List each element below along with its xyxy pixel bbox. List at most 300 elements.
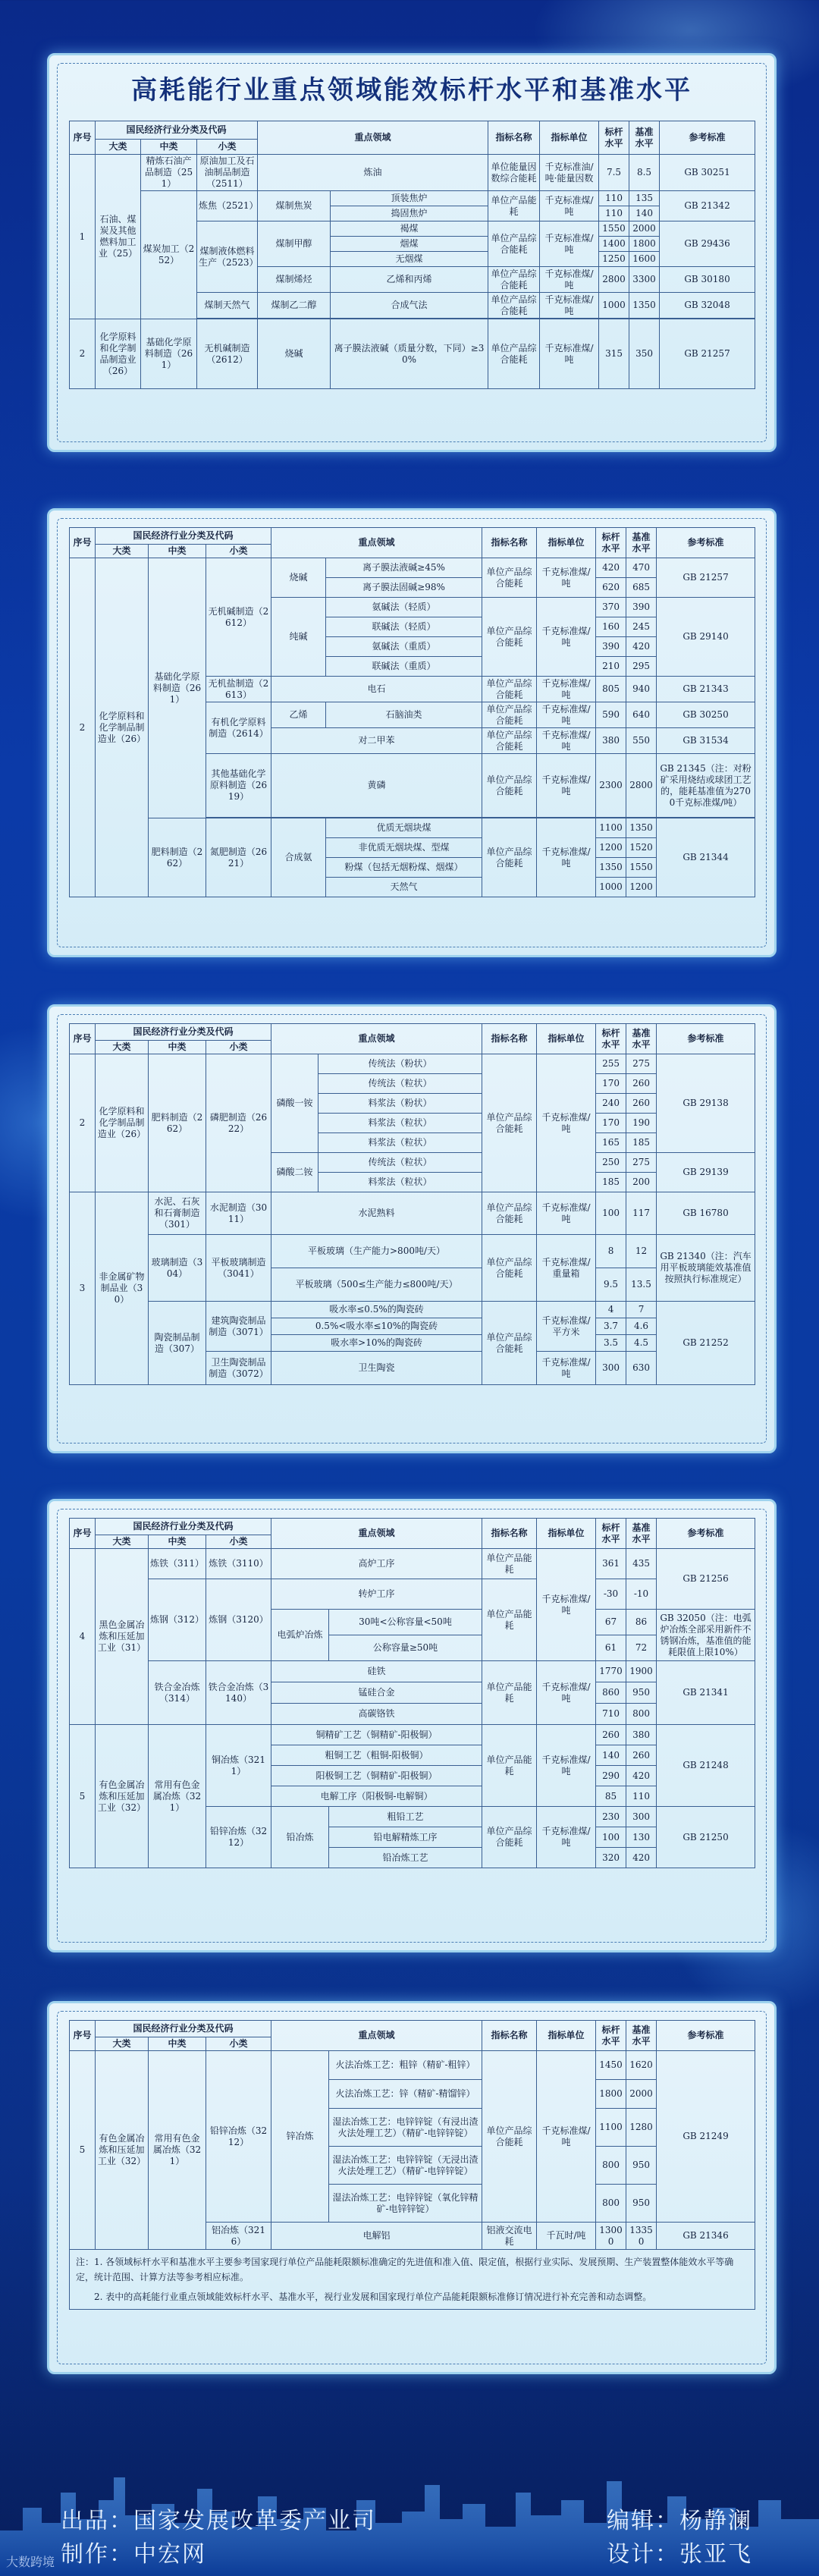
cell-benchmark: 165 <box>596 1133 626 1153</box>
cell-base: 435 <box>626 1549 657 1579</box>
cell-detail: 湿法冶炼工艺：电锌锌锭（有浸出渣火法处理工艺）（精矿-电锌锌锭） <box>329 2109 482 2147</box>
cell-unit: 千克标准煤/吨 <box>540 319 599 389</box>
header-unit: 指标单位 <box>537 2021 596 2051</box>
header-benchmark: 标杆水平 <box>599 121 629 155</box>
cell-indicator: 单位产品综合能耗 <box>482 2051 537 2223</box>
cell-seq: 3 <box>70 1192 96 1385</box>
editor-value: 杨静澜 <box>679 2508 752 2534</box>
table-panel-3 <box>47 1004 777 1453</box>
cell-base: 140 <box>629 206 660 221</box>
cell-benchmark: 170 <box>596 1074 626 1094</box>
cell-field: 高碳铬铁 <box>271 1704 482 1725</box>
header-indicator: 指标名称 <box>482 1519 537 1549</box>
cell-unit: 千克标准煤/吨 <box>537 754 596 818</box>
table-panel-5 <box>47 2001 777 2374</box>
cell-benchmark: 210 <box>596 657 626 677</box>
header-minor: 小类 <box>206 545 271 558</box>
cell-unit: 千克标准煤/吨 <box>537 1352 596 1385</box>
cell-minor: 建筑陶瓷制品制造（3071） <box>206 1302 271 1352</box>
energy-table-3 <box>69 1023 755 1385</box>
cell-base: 2000 <box>629 221 660 237</box>
cell-base: 300 <box>626 1807 657 1827</box>
cell-standard: GB 21343 <box>657 677 755 702</box>
cell-benchmark: 2300 <box>596 754 626 818</box>
cell-seq: 5 <box>70 2051 96 2250</box>
producer-value: 中宏网 <box>133 2541 206 2568</box>
cell-benchmark: 1000 <box>596 878 626 897</box>
cell-benchmark: 320 <box>596 1848 626 1868</box>
cell-standard: GB 32050（注：电弧炉冶炼全部采用新件不锈钢冶炼，基准值的能耗限值上限10%） <box>657 1610 755 1661</box>
cell-minor: 氮肥制造（2621） <box>206 818 271 897</box>
cell-minor: 铜冶炼（3211） <box>206 1725 271 1807</box>
header-major: 大类 <box>96 545 149 558</box>
cell-base: 1200 <box>626 878 657 897</box>
header-standard: 参考标准 <box>657 1519 755 1549</box>
cell-indicator: 单位产品综合能耗 <box>482 598 537 677</box>
header-minor: 小类 <box>206 2037 271 2051</box>
cell-standard: GB 21345（注：对粉矿采用烧结或球团工艺的，能耗基准值为2700千克标准煤/吨） <box>657 754 755 818</box>
cell-base: 950 <box>626 1682 657 1704</box>
cell-subfield: 煤制甲醇 <box>258 221 331 267</box>
header-major: 大类 <box>96 1041 149 1054</box>
cell-detail: 优质无烟块煤 <box>326 818 482 838</box>
cell-benchmark: 300 <box>596 1352 626 1385</box>
cell-standard: GB 30251 <box>660 155 755 191</box>
cell-minor: 有机化学原料制造（2614） <box>206 702 271 754</box>
cell-base: 1280 <box>626 2109 657 2147</box>
cell-standard: GB 29138 <box>657 1054 755 1153</box>
cell-minor: 卫生陶瓷制品制造（3072） <box>206 1352 271 1385</box>
cell-detail: 无烟煤 <box>331 252 488 267</box>
cell-standard: GB 21340（注：汽车用平板玻璃能效基准值按照执行标准规定） <box>657 1235 755 1302</box>
cell-detail: 联碱法（轻质） <box>326 617 482 637</box>
cell-unit: 千克标准煤/重量箱 <box>537 1235 596 1302</box>
energy-table-4 <box>69 1518 755 1868</box>
header-medium: 中类 <box>149 1535 206 1549</box>
cell-benchmark: 100 <box>596 1827 626 1848</box>
cell-benchmark: 800 <box>596 2185 626 2223</box>
cell-detail: 联碱法（重质） <box>326 657 482 677</box>
cell-minor: 无机盐制造（2613） <box>206 677 271 702</box>
cell-benchmark: 67 <box>596 1610 626 1635</box>
cell-detail: 公称容量≥50吨 <box>329 1635 482 1661</box>
cell-base: 260 <box>626 1074 657 1094</box>
cell-field: 电解工序（阳极铜-电解铜） <box>271 1786 482 1807</box>
cell-unit: 千克标准煤/吨 <box>537 728 596 754</box>
designer-value: 张亚飞 <box>679 2541 752 2568</box>
cell-standard: GB 31534 <box>657 728 755 754</box>
header-unit: 指标单位 <box>537 528 596 558</box>
header-indicator: 指标名称 <box>482 1024 537 1054</box>
cell-field: 对二甲苯 <box>271 728 482 754</box>
cell-benchmark: 230 <box>596 1807 626 1827</box>
cell-minor: 原油加工及石油制品制造（2511） <box>197 155 258 191</box>
cell-detail: 传统法（粒状） <box>318 1153 482 1173</box>
cell-benchmark: 8 <box>596 1235 626 1268</box>
cell-base: 550 <box>626 728 657 754</box>
header-industry-group: 国民经济行业分类及代码 <box>96 2021 271 2037</box>
cell-benchmark: 9.5 <box>596 1268 626 1302</box>
watermark: 大数跨境 <box>6 2555 55 2569</box>
header-base: 基准水平 <box>629 121 660 155</box>
cell-medium: 肥料制造（262） <box>149 1054 206 1192</box>
producer-credit <box>61 2535 206 2568</box>
header-unit: 指标单位 <box>540 121 599 155</box>
cell-subfield: 纯碱 <box>271 598 326 677</box>
cell-base: 2000 <box>626 2080 657 2109</box>
cell-base: 13350 <box>626 2223 657 2250</box>
header-unit: 指标单位 <box>537 1519 596 1549</box>
cell-standard: GB 21252 <box>657 1302 755 1385</box>
cell-detail: 30吨<公称容量<50吨 <box>329 1610 482 1635</box>
cell-base: 117 <box>626 1192 657 1235</box>
energy-table-5 <box>69 2020 755 2310</box>
cell-field: 平板玻璃（生产能力>800吨/天） <box>271 1235 482 1268</box>
cell-benchmark: 170 <box>596 1114 626 1133</box>
cell-benchmark: 1450 <box>596 2051 626 2080</box>
header-benchmark: 标杆水平 <box>596 1519 626 1549</box>
cell-base: 130 <box>626 1827 657 1848</box>
header-seq: 序号 <box>70 121 96 155</box>
cell-indicator: 单位产品综合能耗 <box>482 702 537 728</box>
cell-major: 黑色金属冶炼和压延加工业（31） <box>96 1549 149 1725</box>
cell-unit: 千克标准煤/吨 <box>537 677 596 702</box>
cell-medium: 玻璃制造（304） <box>149 1235 206 1302</box>
cell-medium: 铁合金冶炼（314） <box>149 1661 206 1725</box>
cell-benchmark: 185 <box>596 1173 626 1192</box>
cell-base: 185 <box>626 1133 657 1153</box>
cell-subfield: 烧碱 <box>258 319 331 389</box>
cell-standard: GB 32048 <box>660 293 755 319</box>
cell-minor: 炼焦（2521） <box>197 191 258 221</box>
cell-minor: 炼钢（3120） <box>206 1579 271 1661</box>
cell-base: 1350 <box>626 818 657 838</box>
table-panel-4 <box>47 1499 777 1952</box>
cell-indicator: 单位产品能耗 <box>488 191 540 221</box>
cell-detail: 传统法（粉状） <box>318 1054 482 1074</box>
header-medium: 中类 <box>141 140 197 155</box>
cell-benchmark: 250 <box>596 1153 626 1173</box>
energy-table-1 <box>69 121 755 389</box>
cell-major: 化学原料和化学制品制造业（26） <box>96 1054 149 1192</box>
header-field: 重点领域 <box>271 1519 482 1549</box>
cell-benchmark: 1100 <box>596 2109 626 2147</box>
cell-indicator: 单位产品综合能耗 <box>488 319 540 389</box>
cell-base: 390 <box>626 598 657 617</box>
cell-indicator: 单位产品综合能耗 <box>482 818 537 897</box>
cell-major: 有色金属冶炼和压延加工业（32） <box>96 2051 149 2250</box>
cell-medium: 煤炭加工（252） <box>141 191 197 319</box>
cell-benchmark: 1400 <box>599 237 629 252</box>
cell-indicator: 单位产品综合能耗 <box>482 1235 537 1302</box>
table-panel-2 <box>47 508 777 957</box>
cell-subfield: 烧碱 <box>271 558 326 598</box>
cell-benchmark: 85 <box>596 1786 626 1807</box>
header-seq: 序号 <box>70 528 96 558</box>
cell-unit: 千克标准煤/吨 <box>537 818 596 897</box>
cell-standard: GB 30180 <box>660 267 755 293</box>
cell-detail: 离子膜法液碱（质量分数，下同）≥30% <box>331 319 488 389</box>
cell-benchmark: -30 <box>596 1579 626 1610</box>
cell-seq: 1 <box>70 155 96 319</box>
cell-field: 硅铁 <box>271 1661 482 1682</box>
cell-unit: 千克标准煤/吨 <box>537 1807 596 1868</box>
header-industry-group: 国民经济行业分类及代码 <box>96 121 258 140</box>
cell-benchmark: 1000 <box>599 293 629 319</box>
header-medium: 中类 <box>149 2037 206 2051</box>
cell-base: 275 <box>626 1054 657 1074</box>
cell-unit: 千克标准油/吨·能量因数 <box>540 155 599 191</box>
header-standard: 参考标准 <box>657 2021 755 2051</box>
cell-seq: 2 <box>70 1054 96 1192</box>
cell-seq: 4 <box>70 1549 96 1725</box>
cell-unit: 千克标准煤/吨 <box>540 267 599 293</box>
cell-standard: GB 30250 <box>657 702 755 728</box>
cell-field: 吸水率>10%的陶瓷砖 <box>271 1335 482 1352</box>
cell-indicator: 单位产品综合能耗 <box>482 677 537 702</box>
cell-standard: GB 21249 <box>657 2051 755 2223</box>
cell-base: 800 <box>626 1704 657 1725</box>
cell-medium: 常用有色金属冶炼（321） <box>149 1725 206 1868</box>
cell-detail: 顶装焦炉 <box>331 191 488 206</box>
header-seq: 序号 <box>70 1519 96 1549</box>
cell-field: 0.5%<吸水率≤10%的陶瓷砖 <box>271 1318 482 1335</box>
cell-standard: GB 21342 <box>660 191 755 221</box>
cell-benchmark: 1250 <box>599 252 629 267</box>
cell-major: 石油、煤炭及其他燃料加工业（25） <box>96 155 141 319</box>
cell-minor: 炼铁（3110） <box>206 1549 271 1579</box>
cell-base: 260 <box>626 1094 657 1114</box>
header-field: 重点领域 <box>271 2021 482 2051</box>
cell-detail: 褐煤 <box>331 221 488 237</box>
cell-benchmark: 160 <box>596 617 626 637</box>
cell-base: 12 <box>626 1235 657 1268</box>
cell-benchmark: 370 <box>596 598 626 617</box>
cell-detail: 火法冶炼工艺：锌（精矿-精馏锌） <box>329 2080 482 2109</box>
header-minor: 小类 <box>206 1535 271 1549</box>
cell-benchmark: 100 <box>596 1192 626 1235</box>
source-value: 国家发展改革委产业司 <box>133 2508 376 2534</box>
cell-base: 3300 <box>629 267 660 293</box>
cell-subfield: 乙烯 <box>271 702 326 728</box>
header-base: 基准水平 <box>626 1519 657 1549</box>
cell-field: 炼油 <box>258 155 488 191</box>
cell-base: 420 <box>626 1848 657 1868</box>
cell-unit: 千克标准煤/吨 <box>537 1725 596 1807</box>
cell-detail: 湿法冶炼工艺：电锌锌锭（氧化锌精矿-电锌锌锭） <box>329 2185 482 2223</box>
cell-indicator: 单位产品能耗 <box>482 1725 537 1807</box>
cell-unit: 千瓦时/吨 <box>537 2223 596 2250</box>
header-field: 重点领域 <box>271 528 482 558</box>
cell-subfield: 煤制烯烃 <box>258 267 331 293</box>
cell-benchmark: 3.5 <box>596 1335 626 1352</box>
cell-seq: 2 <box>70 558 96 897</box>
header-industry-group: 国民经济行业分类及代码 <box>96 528 271 545</box>
cell-minor: 平板玻璃制造（3041） <box>206 1235 271 1302</box>
cell-detail: 料浆法（粒状） <box>318 1173 482 1192</box>
notes-cell <box>70 2250 755 2310</box>
cell-medium: 炼铁（311） <box>149 1549 206 1579</box>
cell-base: 295 <box>626 657 657 677</box>
cell-medium: 陶瓷制品制造（307） <box>149 1302 206 1385</box>
cell-minor: 水泥制造（3011） <box>206 1192 271 1235</box>
cell-detail: 粉煤（包括无烟粉煤、烟煤） <box>326 858 482 878</box>
header-field: 重点领域 <box>258 121 488 155</box>
table-panel-1 <box>47 53 777 452</box>
cell-base: 86 <box>626 1610 657 1635</box>
producer-label: 制作： <box>61 2541 133 2568</box>
cell-indicator: 单位产品能耗 <box>482 1661 537 1725</box>
note-1: 注：1. 各领域标杆水平和基准水平主要参考国家现行单位产品能耗限额标准确定的先进值和准入值、限定值，根据行业实际、发展预期、生产装置整体能效水平等确定，统计范围、计算方法等参考相应标准。 <box>76 2257 734 2282</box>
header-major: 大类 <box>96 140 141 155</box>
cell-medium: 常用有色金属冶炼（321） <box>149 2051 206 2250</box>
cell-base: 275 <box>626 1153 657 1173</box>
header-benchmark: 标杆水平 <box>596 1024 626 1054</box>
header-benchmark: 标杆水平 <box>596 2021 626 2051</box>
cell-benchmark: 240 <box>596 1094 626 1114</box>
cell-benchmark: 420 <box>596 558 626 578</box>
cell-unit: 千克标准煤/吨 <box>537 702 596 728</box>
cell-standard: GB 29436 <box>660 221 755 267</box>
cell-benchmark: 315 <box>599 319 629 389</box>
cell-base: 350 <box>629 319 660 389</box>
cell-indicator: 铝液交流电耗 <box>482 2223 537 2250</box>
cell-benchmark: 590 <box>596 702 626 728</box>
cell-indicator: 单位产品综合能耗 <box>482 728 537 754</box>
cell-indicator: 单位产品综合能耗 <box>482 1192 537 1235</box>
energy-table-2 <box>69 527 755 897</box>
cell-base: 950 <box>626 2147 657 2185</box>
cell-benchmark: 110 <box>599 191 629 206</box>
cell-base: 420 <box>626 1766 657 1786</box>
header-industry-group: 国民经济行业分类及代码 <box>96 1519 271 1535</box>
cell-indicator: 单位产品能耗 <box>482 1579 537 1661</box>
cell-indicator: 单位产品综合能耗 <box>488 293 540 319</box>
cell-base: 1600 <box>629 252 660 267</box>
cell-detail: 传统法（粒状） <box>318 1074 482 1094</box>
cell-indicator: 单位产品综合能耗 <box>482 1054 537 1192</box>
header-indicator: 指标名称 <box>488 121 540 155</box>
cell-benchmark: 1200 <box>596 838 626 858</box>
cell-detail: 铅电解精炼工序 <box>329 1827 482 1848</box>
cell-minor: 铅锌冶炼（3212） <box>206 2051 271 2223</box>
cell-field: 锰硅合金 <box>271 1682 482 1704</box>
cell-base: 7 <box>626 1302 657 1318</box>
cell-benchmark: 3.7 <box>596 1318 626 1335</box>
cell-standard: GB 21250 <box>657 1807 755 1868</box>
cell-base: -10 <box>626 1579 657 1610</box>
cell-seq: 2 <box>70 319 96 389</box>
cell-detail: 氨碱法（轻质） <box>326 598 482 617</box>
cell-medium: 基础化学原料制造（261） <box>141 319 197 389</box>
cell-subfield: 煤制焦炭 <box>258 191 331 221</box>
header-unit: 指标单位 <box>537 1024 596 1054</box>
header-base: 基准水平 <box>626 2021 657 2051</box>
header-standard: 参考标准 <box>657 528 755 558</box>
cell-detail: 离子膜法固碱≥98% <box>326 578 482 598</box>
cell-base: 420 <box>626 637 657 657</box>
cell-standard: GB 21346 <box>657 2223 755 2250</box>
page-title: 高耗能行业重点领域能效标杆水平和基准水平 <box>131 75 692 105</box>
cell-minor: 其他基础化学原料制造（2619） <box>206 754 271 818</box>
cell-standard: GB 21257 <box>660 319 755 389</box>
header-base: 基准水平 <box>626 1024 657 1054</box>
cell-subfield: 锌冶炼 <box>271 2051 329 2223</box>
cell-detail: 天然气 <box>326 878 482 897</box>
cell-indicator: 单位产品综合能耗 <box>482 558 537 598</box>
cell-medium: 基础化学原料制造（261） <box>149 558 206 818</box>
cell-detail: 铅冶炼工艺 <box>329 1848 482 1868</box>
cell-subfield: 电弧炉冶炼 <box>271 1610 329 1661</box>
cell-unit: 千克标准煤/吨 <box>540 191 599 221</box>
cell-base: 1350 <box>629 293 660 319</box>
note-2: 2. 表中的高耗能行业重点领域能效标杆水平、基准水平，视行业发展和国家现行单位产品能耗限额标准修订情况进行补充完善和动态调整。 <box>94 2292 652 2302</box>
cell-base: 190 <box>626 1114 657 1133</box>
cell-unit: 千克标准煤/吨 <box>537 558 596 598</box>
cell-medium: 肥料制造（262） <box>149 818 206 897</box>
cell-benchmark: 380 <box>596 728 626 754</box>
cell-indicator: 单位能量因数综合能耗 <box>488 155 540 191</box>
cell-base: 950 <box>626 2185 657 2223</box>
cell-subfield: 煤制乙二醇 <box>258 293 331 319</box>
cell-base: 2800 <box>626 754 657 818</box>
cell-minor: 煤制液体燃料生产（2523） <box>197 221 258 293</box>
cell-detail: 氨碱法（重质） <box>326 637 482 657</box>
cell-benchmark: 140 <box>596 1745 626 1766</box>
cell-indicator: 单位产品综合能耗 <box>482 1807 537 1868</box>
cell-standard: GB 16780 <box>657 1192 755 1235</box>
cell-medium: 水泥、石灰和石膏制造（301） <box>149 1192 206 1235</box>
cell-field: 电石 <box>271 677 482 702</box>
cell-field: 卫生陶瓷 <box>271 1352 482 1385</box>
cell-minor: 铁合金冶炼（3140） <box>206 1661 271 1725</box>
cell-base: 13.5 <box>626 1268 657 1302</box>
cell-unit: 千克标准煤/吨 <box>537 2051 596 2223</box>
cell-benchmark: 1100 <box>596 818 626 838</box>
cell-indicator: 单位产品综合能耗 <box>482 1302 537 1385</box>
header-base: 基准水平 <box>626 528 657 558</box>
cell-detail: 烟煤 <box>331 237 488 252</box>
cell-detail: 离子膜法液碱≥45% <box>326 558 482 578</box>
cell-benchmark: 361 <box>596 1549 626 1579</box>
cell-standard: GB 21256 <box>657 1549 755 1610</box>
cell-minor: 铝冶炼（3216） <box>206 2223 271 2250</box>
cell-benchmark: 805 <box>596 677 626 702</box>
cell-field: 吸水率≤0.5%的陶瓷砖 <box>271 1302 482 1318</box>
editor-credit <box>607 2502 752 2535</box>
header-seq: 序号 <box>70 2021 96 2051</box>
source-label: 出品： <box>61 2508 133 2534</box>
cell-base: 8.5 <box>629 155 660 191</box>
cell-benchmark: 710 <box>596 1704 626 1725</box>
cell-base: 1800 <box>629 237 660 252</box>
cell-unit: 千克标准煤/吨 <box>540 221 599 267</box>
header-indicator: 指标名称 <box>482 2021 537 2051</box>
cell-subfield: 磷酸一铵 <box>271 1054 318 1153</box>
cell-subfield: 磷酸二铵 <box>271 1153 318 1192</box>
cell-base: 685 <box>626 578 657 598</box>
cell-benchmark: 13000 <box>596 2223 626 2250</box>
cell-detail: 乙烯和丙烯 <box>331 267 488 293</box>
cell-standard: GB 21344 <box>657 818 755 897</box>
editor-label: 编辑： <box>607 2508 679 2534</box>
cell-minor: 煤制天然气 <box>197 293 258 319</box>
cell-minor: 无机碱制造（2612） <box>197 319 258 389</box>
cell-standard: GB 29140 <box>657 598 755 677</box>
cell-unit: 千克标准煤/吨 <box>537 1549 596 1661</box>
header-seq: 序号 <box>70 1024 96 1054</box>
cell-minor: 无机碱制造（2612） <box>206 558 271 677</box>
